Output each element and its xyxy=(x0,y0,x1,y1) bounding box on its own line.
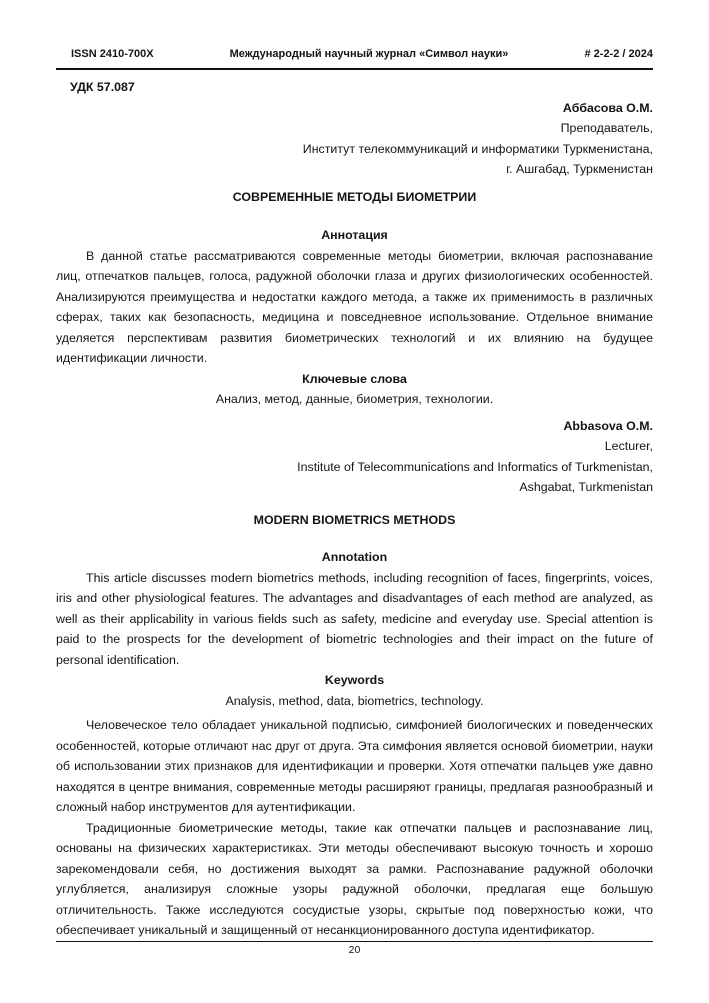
journal-header xyxy=(56,0,653,70)
author-role-ru: Преподаватель, xyxy=(560,121,653,135)
author-city-ru: г. Ашгабад, Туркменистан xyxy=(506,162,653,176)
author-city-en: Ashgabat, Turkmenistan xyxy=(519,480,653,494)
body-paragraph-2: Традиционные биометрические методы, такие как отпечатки пальцев и распознавание лиц, основаны на физических характеристиках. Эти методы обеспечивают высокую точность и хорошо зарекомендовали себя, но достижения выходят за рамки. Распознавание радужной оболочки углубляется, анализируя сложные узоры радужной оболочки, предлагая еще большую отличительность. Также исследуются сосудистые узоры, скрытые под поверхностью кожи, что обеспечивает уникальный и защищенный от несанкционированного доступа идентификатор. xyxy=(56,820,653,937)
annotation-text-en: This article discusses modern biometrics methods, including recognition of faces, fingerprints, voices, iris and other physiological features. The advantages and disadvantages of each method are analyzed, as well as their applicability in various fields such as safety, medicine and everyday use. Special attention is paid to the prospects for the development of biometric technologies and their impact on the future of personal identification. xyxy=(56,570,653,667)
author-name-en: Abbasova O.M. xyxy=(563,418,653,433)
article-title-en: MODERN BIOMETRICS METHODS xyxy=(253,512,456,527)
author-affiliation-ru: Институт телекоммуникаций и информатики Туркменистана, xyxy=(302,141,653,156)
author-name-ru: Аббасова О.М. xyxy=(562,100,653,115)
author-block-en xyxy=(56,416,653,498)
body-paragraph-1: Человеческое тело обладает уникальной подписью, симфонией биологических и поведенческих особенностей, которые отличают нас друг от друга. Эта симфония является основой биометрии, науки об использовании этих признаков для идентификации и проверки. Хотя отпечатки пальцев уже давно находятся в центре внимания, современные методы расширяют границы, предлагая разнообразный и сложный набор инструментов для аутентификации. xyxy=(56,718,653,814)
author-affiliation-en: Institute of Telecommunications and Informatics of Turkmenistan, xyxy=(297,459,653,474)
keywords-text-en: Analysis, method, data, biometrics, technology. xyxy=(225,693,484,708)
article-title-ru: СОВРЕМЕННЫЕ МЕТОДЫ БИОМЕТРИИ xyxy=(232,189,477,204)
header-journal-title: Международный научный журнал «Символ науки» xyxy=(229,48,509,60)
keywords-heading-en: Keywords xyxy=(324,673,385,687)
annotation-text-ru: В данной статье рассматриваются современные методы биометрии, включая распознавание лиц, отпечатков пальцев, голоса, радужной оболочки глаза и других физиологических особенностей. Анализируются преимущества и недостатки каждого метода, а также их применимость в различных сферах, таких как безопасность, медицина и повседневное использование. Отдельное внимание уделяется перспективам развития биометрических технологий и их влиянию на будущее идентификации личности. xyxy=(56,248,653,365)
keywords-heading-ru: Ключевые слова xyxy=(302,371,407,386)
header-issn: ISSN 2410-700X xyxy=(71,48,154,60)
page-footer xyxy=(56,941,653,956)
keywords-text-ru: Анализ, метод, данные, биометрия, технологии. xyxy=(215,392,494,406)
author-block-ru xyxy=(56,98,653,180)
udc-code: УДК 57.087 xyxy=(70,80,135,94)
annotation-heading-en: Annotation xyxy=(321,550,388,564)
header-issue-number: # 2-2-2 / 2024 xyxy=(584,48,653,60)
page-number: 20 xyxy=(348,944,361,956)
author-role-en: Lecturer, xyxy=(604,439,653,453)
annotation-heading-ru: Аннотация xyxy=(321,228,388,242)
